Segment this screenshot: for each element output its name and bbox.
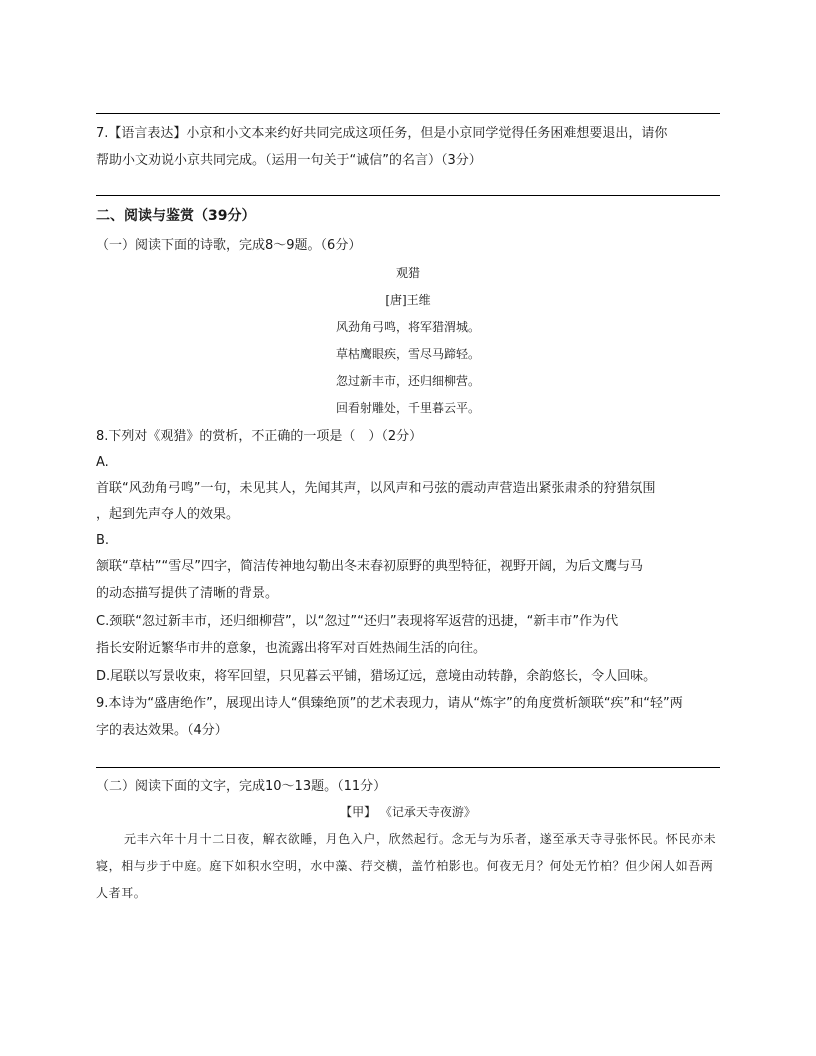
poem-author: [唐]王维 bbox=[385, 293, 431, 307]
poem-title: 观猎 bbox=[395, 266, 420, 280]
q7-line-2: 帮助小文劝说小京共同完成。（运用一句关于“诚信”的名言）（3分） bbox=[96, 153, 482, 168]
q8-option-b-label: B. bbox=[96, 533, 110, 548]
q8-option-a-label: A. bbox=[96, 455, 109, 470]
q7-line-1: 7.【语言表达】小京和小文本来约好共同完成这项任务，但是小京同学觉得任务困难想要退出，请你 bbox=[96, 126, 668, 141]
q8-option-d-line-1: D.尾联以写景收束，将军回望，只见暮云平铺，猎场辽远，意境由动转静，余韵悠长，令人回味。 bbox=[96, 669, 657, 684]
divider-top bbox=[96, 113, 720, 114]
q9-line-1: 9.本诗为“盛唐绝作”，展现出诗人“俱臻绝顶”的艺术表现力，请从“炼字”的角度赏析颔联“疾”和“轻”两 bbox=[96, 696, 683, 711]
divider-after-q7 bbox=[96, 195, 720, 196]
q8-option-a-line-1: 首联“风劲角弓鸣”一句，未见其人，先闻其声，以风声和弓弦的震动声营造出紧张肃杀的狩猎氛围 bbox=[96, 481, 656, 496]
q8-option-c-line-1: C.颈联“忽过新丰市，还归细柳营”，以“忽过”“还归”表现将军返营的迅捷，“新丰市”作为代 bbox=[96, 614, 619, 629]
text-jia-title: 【甲】 《记承天寺夜游》 bbox=[340, 805, 476, 819]
q8-option-b-line-1: 颔联“草枯”“雪尽”四字，简洁传神地勾勒出冬末春初原野的典型特征，视野开阔，为后文鹰与马 bbox=[96, 559, 643, 574]
q8-option-a-line-2: ，起到先声夺人的效果。 bbox=[96, 507, 240, 522]
part2-intro: （二）阅读下面的文字，完成10～13题。（11分） bbox=[96, 779, 387, 794]
section-title: 二、阅读与鉴赏（39分） bbox=[96, 208, 256, 224]
q8-option-c-line-2: 指长安附近繁华市井的意象，也流露出将军对百姓热闹生活的向往。 bbox=[96, 641, 487, 656]
poem-line-1: 风劲角弓鸣，将军猎渭城。 bbox=[335, 320, 480, 334]
text-jia-body: 元丰六年十月十二日夜，解衣欲睡，月色入户，欣然起行。念无与为乐者，遂至承天寺寻张怀民。怀民亦未寝，相与步于中庭。庭下如积水空明，水中藻、荇交横，盖竹柏影也。何夜无月？何处无竹柏？但少闲人如吾两人者耳。 bbox=[96, 832, 717, 900]
q9-line-2: 字的表达效果。（4分） bbox=[96, 723, 228, 738]
poem-line-2: 草枯鹰眼疾，雪尽马蹄轻。 bbox=[335, 347, 480, 361]
q8-option-b-line-2: 的动态描写提供了清晰的背景。 bbox=[96, 586, 279, 601]
part1-intro: （一）阅读下面的诗歌，完成8～9题。（6分） bbox=[96, 238, 362, 253]
q8-stem: 8.下列对《观猎》的赏析，不正确的一项是（ ）（2分） bbox=[96, 429, 423, 444]
poem-line-4: 回看射雕处，千里暮云平。 bbox=[335, 401, 480, 415]
poem-line-3: 忽过新丰市，还归细柳营。 bbox=[335, 374, 480, 388]
divider-part2 bbox=[96, 767, 720, 768]
